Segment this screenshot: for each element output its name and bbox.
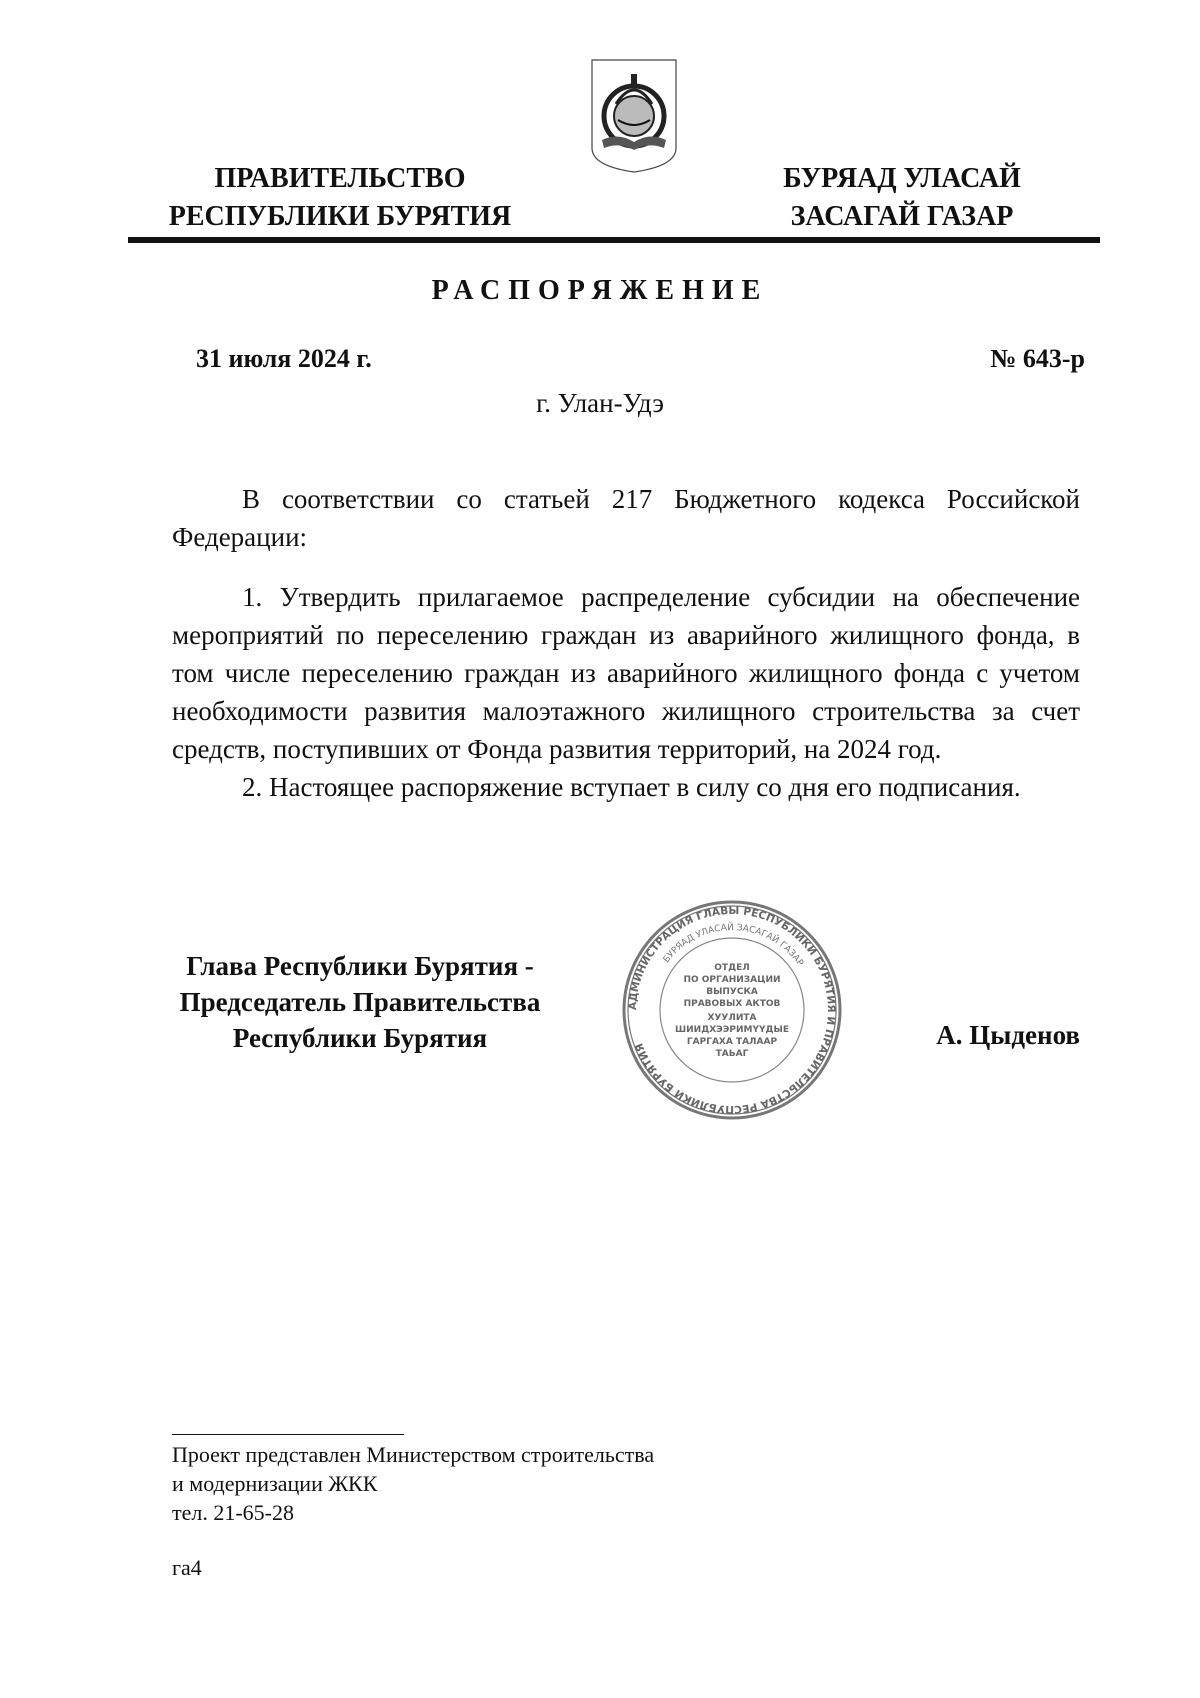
issuer-buryat-line-2: ЗАСАГАЙ ГАЗАР <box>790 201 1014 232</box>
footnote <box>172 1440 654 1527</box>
official-seal <box>620 898 844 1122</box>
footnote-phone: тел. 21-65-28 <box>172 1500 295 1525</box>
seal-center-line: ТАЬАГ <box>715 1049 749 1059</box>
issuer-line-2: РЕСПУБЛИКИ БУРЯТИЯ <box>168 201 512 232</box>
seal-center-line: ГАРГАХА ТАЛААР <box>686 1037 778 1047</box>
seal-center-line: ПО ОРГАНИЗАЦИИ <box>683 975 781 985</box>
clause-2-paragraph: 2. Настоящее распоряжение вступает в силу со дня его подписания. <box>242 772 1021 802</box>
issuer-name-buryat <box>752 160 1052 236</box>
seal-center-line: ПРАВОВЫХ АКТОВ <box>683 999 781 1009</box>
seal-center-line: ШИИДХЭЭРИМҮҮДЫЕ <box>675 1025 789 1035</box>
document-number: № 643-р <box>990 344 1085 373</box>
issuer-name-russian <box>160 160 520 236</box>
seal-center-line: ВЫПУСКА <box>706 987 758 997</box>
signatory-title-line-2: Председатель Правительства <box>179 987 541 1017</box>
clause-1-paragraph: 1. Утвердить прилагаемое распределение субсидии на обеспечение мероприятий по переселению граждан из аварийного жилищного фонда, в том числе переселению граждан из аварийного жилищного фонда с учетом необходимости развития малоэтажного жилищного строительства за счет средств, поступивших от Фонда развития территорий, на 2024 год. <box>172 582 1080 764</box>
document-code: га4 <box>172 1555 202 1580</box>
signatory-name: А. Цыденов <box>936 1020 1080 1050</box>
footnote-line-1: Проект представлен Министерством строительства <box>172 1442 655 1467</box>
seal-center-line: ОТДЕЛ <box>714 963 750 973</box>
footnote-line-2: и модернизации ЖКК <box>172 1471 378 1496</box>
signatory-title <box>150 948 570 1056</box>
document-city: г. Улан-Удэ <box>536 388 664 418</box>
seal-inner-text: БУРЯАД УЛАСАЙ ЗАСАГАЙ ГАЗАР <box>661 922 805 969</box>
issuer-buryat-line-1: БУРЯАД УЛАСАЙ <box>783 163 1021 194</box>
svg-text:АДМИНИСТРАЦИЯ ГЛАВЫ РЕСПУБЛИКИ <box>627 905 837 1115</box>
coat-of-arms-emblem <box>588 56 680 176</box>
document-type-title: РАСПОРЯЖЕНИЕ <box>431 275 769 306</box>
seal-outer-text: АДМИНИСТРАЦИЯ ГЛАВЫ РЕСПУБЛИКИ БУРЯТИЯ И ПРАВИТЕЛЬСТВА РЕСПУБЛИКИ БУРЯТИЯ <box>626 904 838 1116</box>
footnote-divider <box>172 1434 404 1435</box>
signatory-title-line-1: Глава Республики Бурятия - <box>186 951 534 981</box>
issuer-line-1: ПРАВИТЕЛЬСТВО <box>214 163 466 194</box>
header-divider <box>128 237 1100 243</box>
preamble-paragraph: В соответствии со статьей 217 Бюджетного кодекса Российской Федерации: <box>172 484 1080 552</box>
seal-center-line: ХУУЛИТА <box>707 1013 757 1023</box>
signatory-title-line-3: Республики Бурятия <box>232 1023 488 1053</box>
document-date: 31 июля 2024 г. <box>196 344 372 373</box>
